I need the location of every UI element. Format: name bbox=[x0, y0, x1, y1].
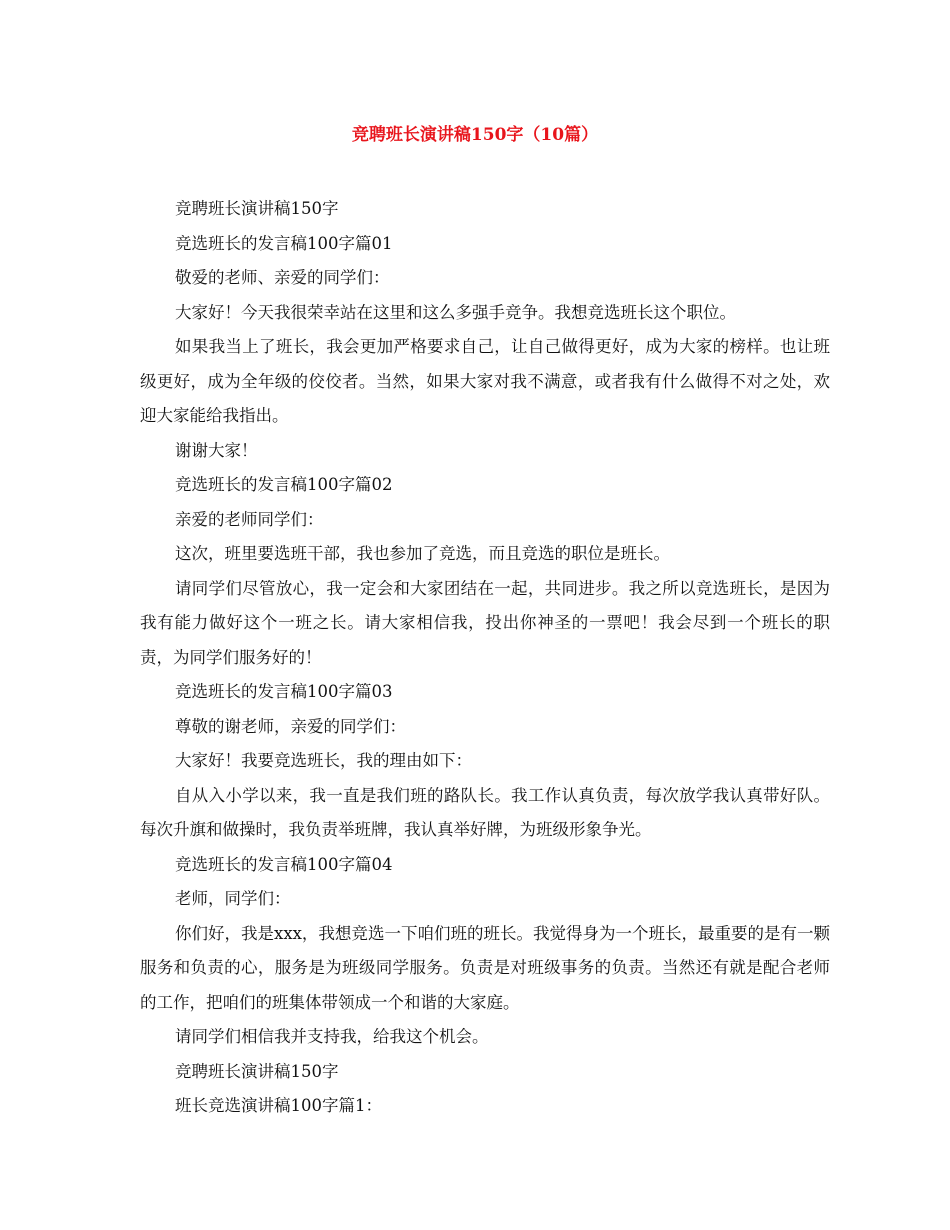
paragraph: 自从入小学以来，我一直是我们班的路队长。我工作认真负责，每次放学我认真带好队。每次升旗和做操时，我负责举班牌，我认真举好牌，为班级形象争光。 bbox=[140, 785, 830, 839]
salutation: 敬爱的老师、亲爱的同学们： bbox=[175, 268, 390, 287]
paragraph: 如果我当上了班长，我会更加严格要求自己，让自己做得更好，成为大家的榜样。也让班级更好，成为全年级的佼佼者。当然，如果大家对我不满意，或者我有什么做得不对之处，欢迎大家能给我指出。 bbox=[140, 337, 830, 425]
paragraph: 请同学们相信我并支持我，给我这个机会。 bbox=[175, 1027, 489, 1046]
paragraph: 大家好！今天我很荣幸站在这里和这么多强手竞争。我想竞选班长这个职位。 bbox=[175, 302, 736, 322]
document-title: 竞聘班长演讲稿150字（10篇） bbox=[351, 125, 599, 145]
paragraph: 你们好，我是xxx，我想竞选一下咱们班的班长。我觉得身为一个班长，最重要的是有一颗服务和负责的心，服务是为班级同学服务。负责是对班级事务的负责。当然还有就是配合老师的工作，把咱们的班集体带领成一个和谐的大家庭。 bbox=[140, 923, 830, 1012]
salutation: 老师，同学们： bbox=[175, 889, 291, 908]
paragraph: 这次，班里要选班干部，我也参加了竞选，而且竞选的职位是班长。 bbox=[175, 544, 670, 563]
section-heading: 竞选班长的发言稿100字篇03 bbox=[175, 682, 393, 701]
salutation: 尊敬的谢老师，亲爱的同学们： bbox=[175, 716, 406, 736]
paragraph: 竞聘班长演讲稿150字 bbox=[175, 1061, 339, 1081]
section-heading: 竞选班长的发言稿100字篇04 bbox=[175, 854, 393, 874]
section-heading: 竞选班长的发言稿100字篇01 bbox=[175, 233, 393, 253]
paragraph: 谢谢大家！ bbox=[175, 440, 258, 460]
paragraph: 竞聘班长演讲稿150字 bbox=[175, 199, 339, 218]
section-heading: 班长竞选演讲稿100字篇1： bbox=[175, 1096, 382, 1115]
paragraph: 大家好！我要竞选班长，我的理由如下： bbox=[175, 751, 472, 770]
section-heading: 竞选班长的发言稿100字篇02 bbox=[175, 475, 393, 494]
document-body bbox=[140, 192, 830, 1124]
paragraph: 请同学们尽管放心，我一定会和大家团结在一起，共同进步。我之所以竞选班长，是因为我有能力做好这个一班之长。请大家相信我，投出你神圣的一票吧！我会尽到一个班长的职责，为同学们服务好的！ bbox=[140, 578, 830, 667]
salutation: 亲爱的老师同学们： bbox=[175, 509, 324, 529]
